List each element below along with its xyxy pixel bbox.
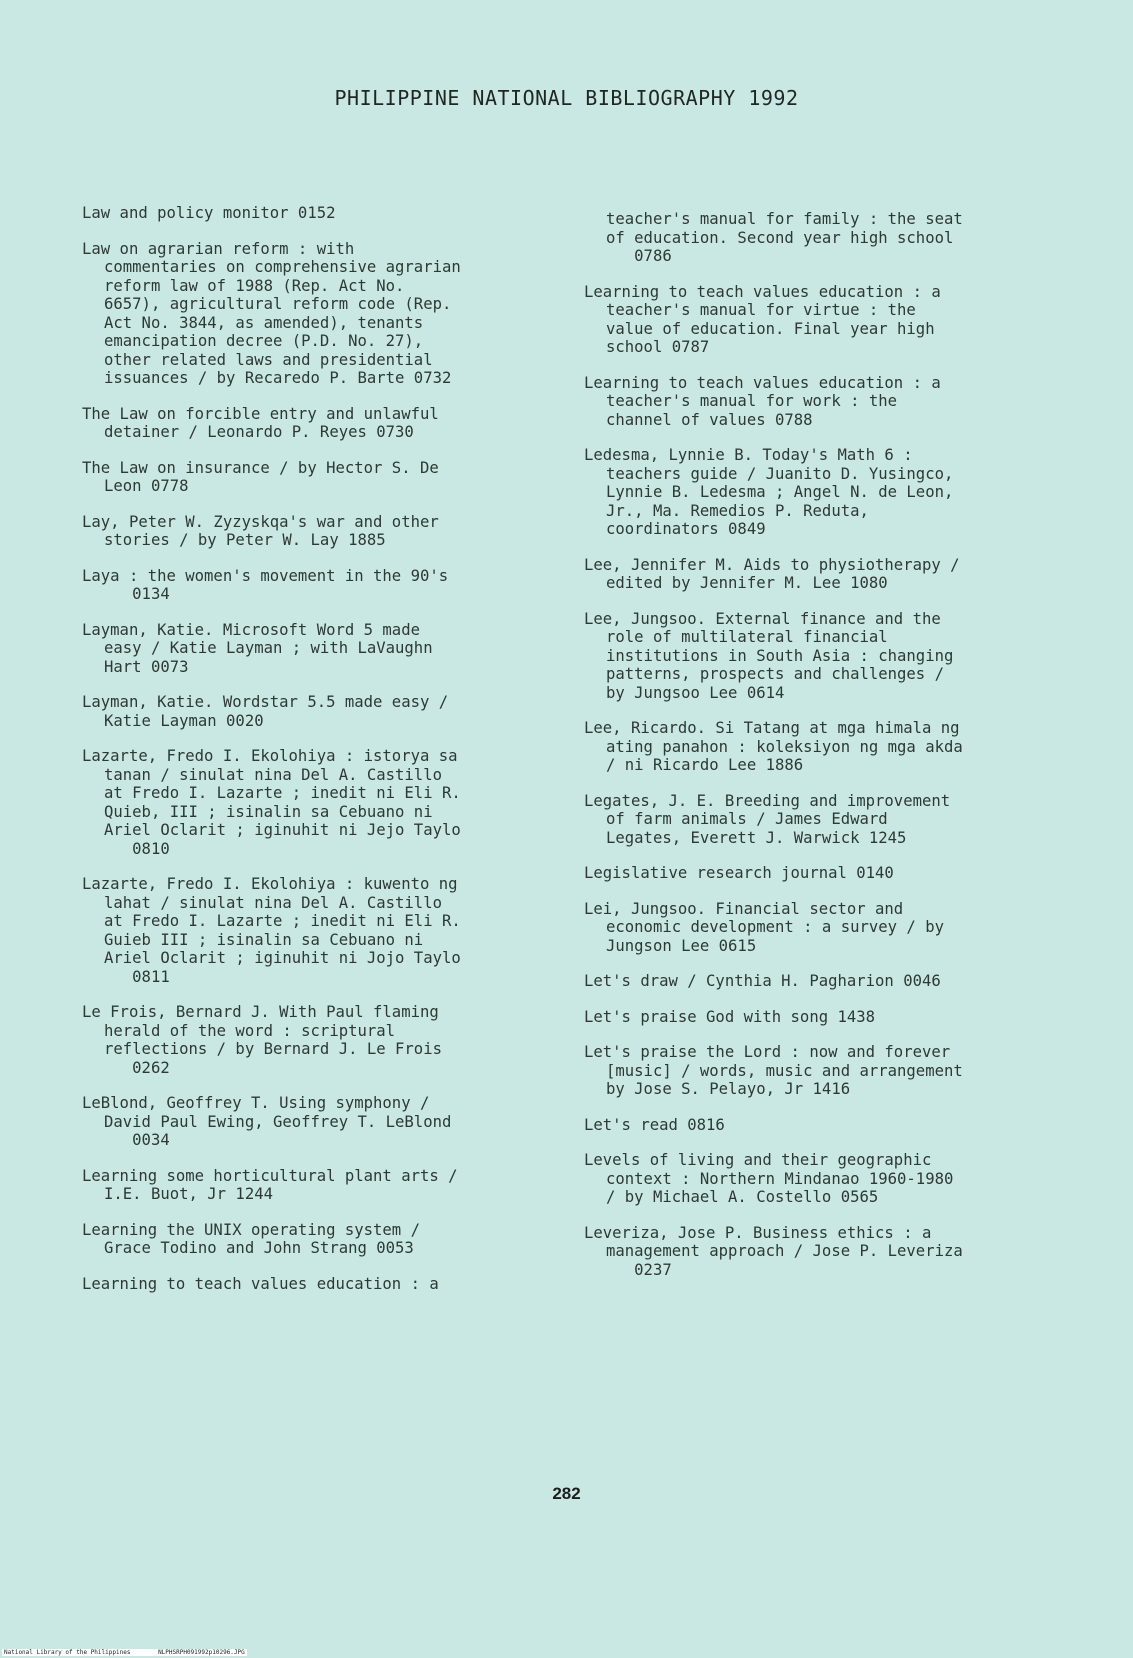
bibliography-entry: The Law on forcible entry and unlawful detainer / Leonardo P. Reyes 0730 xyxy=(82,404,439,441)
footer-source: National Library of the Philippines xyxy=(4,1649,131,1656)
bibliography-entry: Let's read 0816 xyxy=(584,1115,725,1134)
bibliography-entry: Learning to teach values education : a teacher's manual for work : the channel of values 0788 xyxy=(584,373,941,429)
bibliography-entry: Lee, Jungsoo. External finance and the role of multilateral financial institutions in South Asia : changing patterns, prospects and challenges / by Jungsoo Lee 0614 xyxy=(584,609,954,702)
bibliography-entry: Leveriza, Jose P. Business ethics : a management approach / Jose P. Leveriza 0237 xyxy=(584,1223,963,1279)
bibliography-entry: Lee, Jennifer M. Aids to physiotherapy / edited by Jennifer M. Lee 1080 xyxy=(584,555,960,592)
bibliography-entry: Law on agrarian reform : with commentaries on comprehensive agrarian reform law of 1988 (Rep. Act No. 6657), agricultural reform code (Rep. Act No. 3844, as amended), tenants emancipation decree (P.D. No. 27), other related laws and presidential issuances / by Recaredo P. Barte 0732 xyxy=(82,239,461,387)
bibliography-entry: Learning to teach values education : a xyxy=(82,1274,439,1293)
bibliography-entry: Let's draw / Cynthia H. Pagharion 0046 xyxy=(584,972,941,990)
bibliography-entry: LeBlond, Geoffrey T. Using symphony / David Paul Ewing, Geoffrey T. LeBlond 0034 xyxy=(82,1094,452,1149)
bibliography-entry: Let's praise God with song 1438 xyxy=(584,1007,876,1026)
bibliography-entry: Levels of living and their geographic context : Northern Mindanao 1960-1980 / by Michael A. Costello 0565 xyxy=(584,1151,954,1206)
bibliography-entry: Lazarte, Fredo I. Ekolohiya : kuwento ng lahat / sinulat nina Del A. Castillo at Fredo I. Lazarte ; inedit ni Eli R. Guieb III ; isinalin sa Cebuano ni Ariel Oclarit ; iginuhit ni Jojo Taylo 0811 xyxy=(82,875,461,986)
bibliography-entry: Learning some horticultural plant arts / I.E. Buot, Jr 1244 xyxy=(82,1166,458,1203)
bibliography-entry: Legislative research journal 0140 xyxy=(584,864,894,882)
bibliography-entry: Learning to teach values education : a teacher's manual for virtue : the value of education. Final year high school 0787 xyxy=(584,282,941,356)
bibliography-entry: Layman, Katie. Microsoft Word 5 made easy / Katie Layman ; with LaVaughn Hart 0073 xyxy=(82,620,433,676)
bibliography-entry: Lay, Peter W. Zyzyskqa's war and other stories / by Peter W. Lay 1885 xyxy=(82,512,439,549)
bibliography-entry: Lei, Jungsoo. Financial sector and economic development : a survey / by Jungson Lee 0615 xyxy=(584,899,944,955)
scan-footer xyxy=(2,1649,247,1656)
bibliography-entry: Ledesma, Lynnie B. Today's Math 6 : teachers guide / Juanito D. Yusingco, Lynnie B. Ledesma ; Angel N. de Leon, Jr., Ma. Remedios P. Reduta, coordinators 0849 xyxy=(584,446,954,538)
bibliography-entry: Law and policy monitor 0152 xyxy=(82,204,336,222)
bibliography-entry-continued: teacher's manual for family : the seat of education. Second year high school 0786 xyxy=(606,210,963,265)
page-title: PHILIPPINE NATIONAL BIBLIOGRAPHY 1992 xyxy=(334,86,799,110)
bibliography-entry: Le Frois, Bernard J. With Paul flaming herald of the word : scriptural reflections / by Bernard J. Le Frois 0262 xyxy=(82,1003,442,1077)
left-column xyxy=(82,204,542,1310)
footer-filename: NLPHSRPH091992p10296.JPG xyxy=(158,1649,245,1656)
bibliography-entry: Laya : the women's movement in the 90's 0134 xyxy=(82,566,449,603)
bibliography-entry: Learning the UNIX operating system / Grace Todino and John Strang 0053 xyxy=(82,1220,420,1257)
bibliography-entry: Layman, Katie. Wordstar 5.5 made easy / Katie Layman 0020 xyxy=(82,693,449,730)
bibliography-entry: Legates, J. E. Breeding and improvement of farm animals / James Edward Legates, Everett J. Warwick 1245 xyxy=(584,791,951,847)
page-number: 282 xyxy=(552,1484,581,1503)
bibliography-entry: Lazarte, Fredo I. Ekolohiya : istorya sa tanan / sinulat nina Del A. Castillo at Fredo I. Lazarte ; inedit ni Eli R. Quieb, III ; isinalin sa Cebuano ni Ariel Oclarit ; iginuhit ni Jejo Taylo 0810 xyxy=(82,747,461,858)
bibliography-entry: Let's praise the Lord : now and forever [music] / words, music and arrangement by Jose S. Pelayo, Jr 1416 xyxy=(584,1043,963,1098)
bibliography-entry: The Law on insurance / by Hector S. De Leon 0778 xyxy=(82,458,439,495)
bibliography-entry: Lee, Ricardo. Si Tatang at mga himala ng ating panahon : koleksiyon ng mga akda / ni Ricardo Lee 1886 xyxy=(584,719,963,774)
right-column xyxy=(584,210,1054,1296)
